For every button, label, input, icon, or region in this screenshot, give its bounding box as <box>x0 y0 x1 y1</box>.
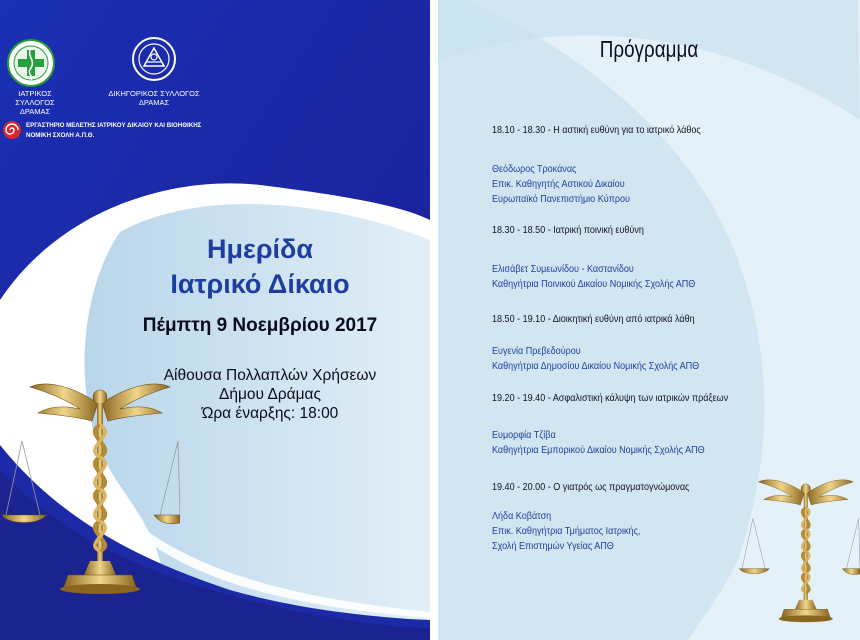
speaker-block <box>492 162 630 207</box>
lab-school: ΝΟΜΙΚΗ ΣΧΟΛΗ Α.Π.Θ. <box>26 132 95 139</box>
speaker-affiliation: Σχολή Επιστημών Υγείας ΑΠΘ <box>492 540 614 552</box>
speaker-block <box>492 262 695 292</box>
session-time-topic: 18.50 - 19.10 - Διοικητική ευθύνη από ιατρικά λάθη <box>492 313 695 325</box>
bar-association-logo <box>131 36 177 82</box>
event-date: Πέμπτη 9 Νοεμβρίου 2017 <box>142 315 378 336</box>
session-time-topic: 19.20 - 19.40 - Ασφαλιστική κάλυψη των ιατρικών πράξεων <box>492 392 729 404</box>
event-venue-municipality: Δήμου Δράμας <box>219 386 321 403</box>
event-subtitle: Ιατρικό Δίκαιο <box>170 269 350 299</box>
speaker-title: Καθηγήτρια Εμπορικού Δικαίου Νομικής Σχολής ΑΠΘ <box>492 444 705 456</box>
speaker-name: Ευμορφία Τζίβα <box>492 429 556 441</box>
bar-association-name: ΔΙΚΗΓΟΡΙΚΟΣ ΣΥΛΛΟΓΟΣ <box>108 89 200 98</box>
caduceus-scales-icon-small <box>738 470 860 630</box>
event-title: Ημερίδα <box>206 234 313 264</box>
session-time-topic: 18.30 - 18.50 - Ιατρική ποινική ευθύνη <box>492 224 644 236</box>
bar-association-city: ΔΡΑΜΑΣ <box>138 98 170 107</box>
speaker-title: Επικ. Καθηγήτρια Τμήματος Ιατρικής, <box>492 525 641 537</box>
program-panel <box>438 0 860 640</box>
speaker-block <box>492 509 640 554</box>
session-time-topic: 18.10 - 18.30 - Η αστική ευθύνη για το ιατρικό λάθος <box>492 124 701 136</box>
bar-association-label <box>94 89 214 107</box>
speaker-name: Ελισάβετ Συμεωνίδου - Καστανίδου <box>492 263 634 275</box>
medical-association-label <box>0 89 70 116</box>
speaker-name: Θεόδωρος Τροκάνας <box>492 163 577 175</box>
medical-association-city: ΔΡΑΜΑΣ <box>19 107 51 116</box>
speaker-title: Καθηγήτρια Ποινικού Δικαίου Νομικής Σχολής ΑΠΘ <box>492 278 696 290</box>
speaker-name: Ευγενία Πρεβεδούρου <box>492 345 581 357</box>
lab-name: ΕΡΓΑΣΤΗΡΙΟ ΜΕΛΕΤΗΣ ΙΑΤΡΙΚΟΥ ΔΙΚΑΙΟΥ ΚΑΙ ΒΙΟΗΘΙΚΗΣ <box>26 122 202 129</box>
speaker-title: Επικ. Καθηγητής Αστικού Δικαίου <box>492 178 625 190</box>
speaker-block <box>492 344 699 374</box>
session-time-topic: 19.40 - 20.00 - Ο γιατρός ως πραγματογνώμονας <box>492 481 690 493</box>
event-venue: Αίθουσα Πολλαπλών Χρήσεων <box>163 367 377 384</box>
speaker-block <box>492 428 705 458</box>
program-title: Πρόγραμμα <box>599 36 699 62</box>
speaker-name: Λήδα Κοβάτση <box>492 510 552 522</box>
lab-spiral-logo <box>2 120 22 140</box>
event-start-time: Ώρα έναρξης: 18:00 <box>201 405 339 422</box>
speaker-title: Καθηγήτρια Δημοσίου Δικαίου Νομικής Σχολής ΑΠΘ <box>492 360 700 372</box>
medical-association-name: ΙΑΤΡΙΚΟΣ ΣΥΛΛΟΓΟΣ <box>15 89 55 107</box>
medical-association-logo <box>6 38 56 88</box>
caduceus-scales-icon <box>0 375 180 600</box>
speaker-affiliation: Ευρωπαϊκό Πανεπιστήμιο Κύπρου <box>492 193 631 205</box>
